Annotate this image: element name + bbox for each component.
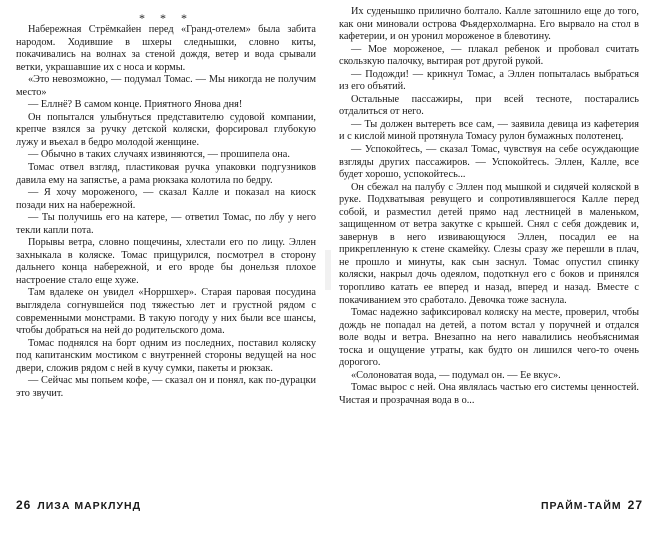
paragraph: Там вдалеке он увидел «Норршхер». Старая паровая посудина выглядела согнувшейся под тяжестью лет и грустной рядом с современными монстрами. В такую погоду у них были все шансы, чтобы добраться на ней до родительского дома. <box>16 287 316 337</box>
paragraph: — Успокойтесь, — сказал Томас, чувствуя на себе осуждающие взгляды других пассажиров. — Успокойтесь. Эллен, Калле, все будет хорошо, успокойтесь... <box>339 144 639 181</box>
paragraph: Томас вырос с ней. Она являлась частью его системы ценностей. Чистая и прозрачная вода в о... <box>339 382 639 406</box>
paragraph: Их суденышко прилично болтало. Калле затошнило еще до того, как они миновали острова Фьядерхолмарна. Его вырвало на стол в кафетерии, и он уронил мороженое в блевотину. <box>339 6 639 43</box>
paragraph: — Еллнё? В самом конце. Приятного Янова дня! <box>28 99 243 111</box>
left-page-body <box>16 24 316 400</box>
right-page <box>339 6 639 526</box>
book-title: ПРАЙМ-ТАЙМ <box>541 500 622 512</box>
paragraph: Порывы ветра, словно пощечины, хлестали его по лицу. Эллен захныкала в коляске. Томас прищурился, посмотрел в сторону дальнего конца набережной, и его вроде бы донельзя плохое настроение стало еще хуже. <box>16 237 316 286</box>
paragraph: Остальные пассажиры, при всей тесноте, постарались отдалиться от него. <box>339 93 639 118</box>
page-gutter <box>325 250 331 290</box>
paragraph: — Я хочу мороженого, — сказал Калле и показал на киоск позади них на набережной. <box>16 187 316 211</box>
paragraph: «Солоноватая вода, — подумал он. — Ее вкус». <box>351 369 561 381</box>
paragraph: — Ты должен вытереть все сам, — заявила девица из кафетерия и с кислой миной протянула Томасу рулон бумажных полотенец. <box>339 118 639 143</box>
left-page-number: 26 <box>16 498 32 512</box>
paragraph: Он попытался улыбнуться представителю судовой компании, крепче взялся за ручку детской коляски, форсировал глубокую лужу и въехал в бедро молодой женщине. <box>16 111 316 148</box>
section-separator: * * * <box>139 11 193 25</box>
paragraph: Томас отвел взгляд, пластиковая ручка упаковки подгузников давила ему на запястье, а рама рюкзака колотила по бедру. <box>16 162 316 186</box>
paragraph: «Это невозможно, — подумал Томас. — Мы никогда не получим место» <box>16 74 316 98</box>
paragraph: Он сбежал на палубу с Эллен под мышкой и сидячей коляской в руке. Подхватывая ревущего и сопротивлявшегося Калле перед собой, и разместил детей прямо над лестницей в маленьком, защищенном от ветра закутке с крышей. Снял с себя дождевик и, завернув в него извивающуюся Эллен, посадил ее на прикрепленную к стене скамейку. Слезы сразу же перешли в плач, не прошло и минуты, как сын заснул. Томас опустил спинку коляски, накрыл дочь одеялом, подоткнул его с боков и принялся торопливо катать ее вперед и назад, вперед и назад. Вместе с покачиванием это сработало. Девочка тоже заснула. <box>339 181 639 306</box>
paragraph: — Подожди! — крикнул Томас, а Эллен попыталась выбраться из его объятий. <box>339 68 639 93</box>
paragraph: — Сейчас мы попьем кофе, — сказал он и понял, как по-дурацки это звучит. <box>16 375 316 399</box>
left-page <box>16 6 316 526</box>
paragraph: Томас надежно зафиксировал коляску на месте, проверил, чтобы дождь не попадал на детей, а потом встал у поручней и отдался воле воды и ветра. Внезапно на него навалились необъяснимая тоска и ощущение утраты, как будто он лишился чего-то очень дорогого. <box>339 307 639 369</box>
paragraph: Набережная Стрёмкайен перед «Гранд-отелем» была забита народом. Ходившие в шхеры следнышки, словно киты, покачивались на волнах за стеной дождя, ветер и вода срывали ветки, украшавшие их с носа и кормы. <box>16 24 316 73</box>
right-page-body <box>339 6 639 408</box>
left-footer <box>16 498 141 512</box>
paragraph: Томас поднялся на борт одним из последних, поставил коляску под капитанским мостиком с внутренней стороны ведущей на нос двери, сложив рядом с ней в кучу сумки, пакеты и рюкзак. <box>16 337 316 374</box>
paragraph: — Ты получишь его на катере, — ответил Томас, по лбу у него текли капли пота. <box>16 212 316 236</box>
right-footer <box>541 498 643 512</box>
right-page-number: 27 <box>627 498 643 512</box>
paragraph: — Обычно в таких случаях извиняются, — прошипела она. <box>28 149 290 161</box>
author-name: ЛИЗА МАРКЛУНД <box>37 500 142 512</box>
paragraph: — Мое мороженое, — плакал ребенок и пробовал считать скользкую палочку, вытирая рот другой рукой. <box>339 43 639 68</box>
